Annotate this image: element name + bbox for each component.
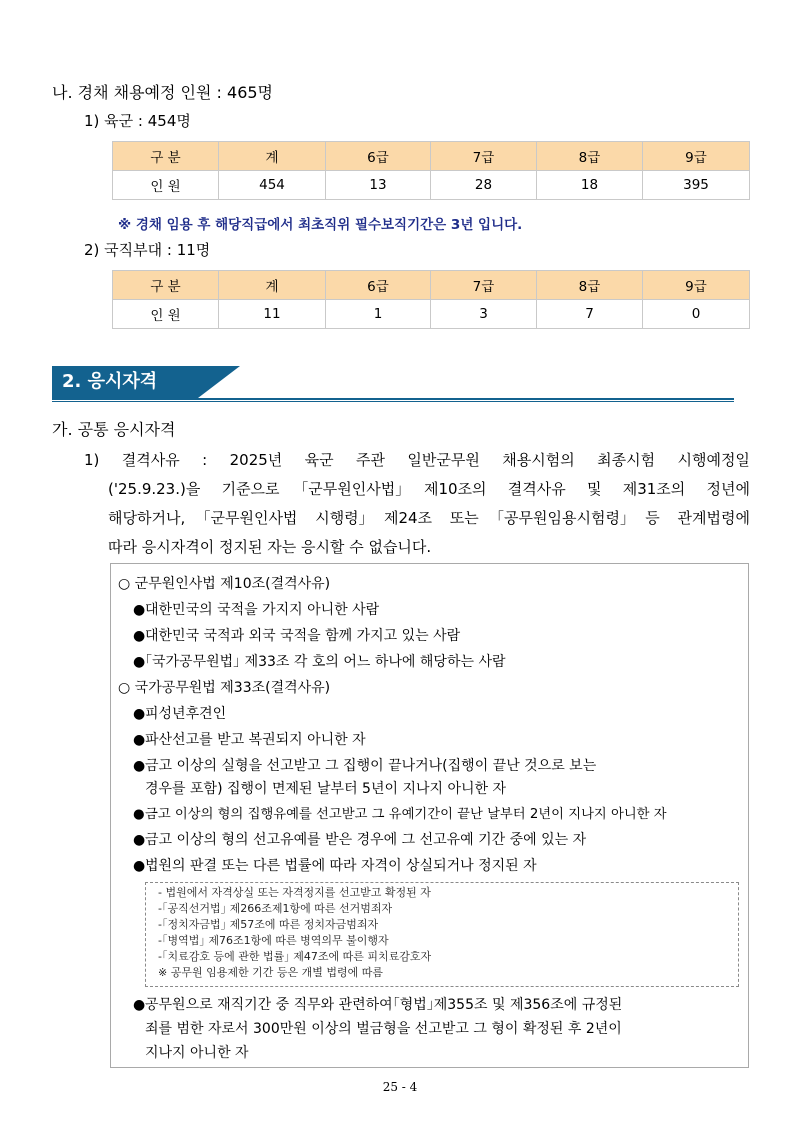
bullet-icon: ● — [133, 832, 146, 848]
paragraph-line — [84, 446, 750, 475]
table-cell: 7 — [537, 300, 643, 329]
list-item-text: 금고 이상의 형의 집행유예를 선고받고 그 유예기간이 끝난 날부터 2년이 지나지 아니한 자 — [145, 807, 667, 822]
list-item-text: 파산선고를 받고 복권되지 아니한 자 — [145, 732, 366, 748]
list-item — [133, 729, 366, 749]
sub-list-item: -｢정치자금법｣ 제57조에 따른 정치자금범죄자 — [158, 918, 379, 931]
table-header-cell: 구 분 — [113, 271, 219, 300]
section-title: 2. 응시자격 — [52, 366, 198, 398]
table-cell: 18 — [537, 171, 643, 200]
table-cell: 28 — [431, 171, 537, 200]
heading-ga: 가. 공통 응시자격 — [52, 420, 176, 439]
table-header-cell: 구 분 — [113, 142, 219, 171]
army-title: 1) 육군 : 454명 — [84, 112, 191, 130]
section-rule — [52, 398, 734, 400]
table-header-cell: 8급 — [537, 271, 643, 300]
table-cell: 3 — [431, 300, 537, 329]
table-cell: 11 — [219, 300, 326, 329]
army-table — [112, 141, 750, 200]
paragraph-line — [108, 504, 750, 533]
word: 결격사유 — [121, 451, 180, 469]
civil-title: 2) 국직부대 : 11명 — [84, 241, 211, 259]
table-header-cell: 7급 — [431, 142, 537, 171]
table-header-cell: 8급 — [537, 142, 643, 171]
word: 제31조의 — [622, 480, 686, 498]
word: 해당하거나, — [108, 509, 186, 527]
word: 1) — [84, 451, 100, 469]
list-item — [133, 703, 226, 723]
table-header-cell: 6급 — [326, 271, 431, 300]
word: 주관 — [356, 451, 386, 469]
bullet-icon: ● — [133, 654, 146, 670]
bullet-icon: ● — [133, 732, 146, 748]
bullet-icon: ● — [133, 706, 146, 722]
civil-table — [112, 270, 750, 329]
table-cell: 1 — [326, 300, 431, 329]
heading-na: 나. 경채 채용예정 인원 : 465명 — [52, 83, 274, 102]
word: 제24조 — [383, 509, 433, 527]
word: 기준으로 — [221, 480, 280, 498]
list-item-text: 공무원으로 재직기간 중 직무와 관련하여｢형법｣제355조 및 제356조에 규정된 — [145, 997, 623, 1013]
sub-list-item: -｢치료감호 등에 관한 법률｣ 제47조에 따른 피치료감호자 — [158, 950, 432, 963]
bullet-icon: ● — [133, 628, 146, 644]
word: ｢군무원인사법 — [202, 509, 298, 527]
bullet-icon: ● — [133, 758, 146, 774]
sub-list-note: ※ 공무원 임용제한 기간 등은 개별 법령에 따름 — [158, 966, 383, 979]
table-row — [113, 300, 750, 329]
table-header-cell: 계 — [219, 271, 326, 300]
list-item-continuation: 경우를 포함) 집행이 면제된 날부터 5년이 지나지 아니한 자 — [145, 781, 507, 797]
table-cell: 인 원 — [113, 300, 219, 329]
table-header-cell: 6급 — [326, 142, 431, 171]
list-item-text: 대한민국의 국적을 가지지 아니한 사람 — [145, 602, 380, 618]
notice-text: ※ 경채 임용 후 해당직급에서 최초직위 필수보직기간은 3년 입니다. — [118, 217, 523, 233]
section-title-tab — [198, 366, 240, 398]
paragraph-line — [108, 475, 750, 504]
list-item-continuation: 죄를 범한 자로서 300만원 이상의 벌금형을 선고받고 그 형이 확정된 후 2년이 — [145, 1021, 622, 1037]
word: 시행예정일 — [677, 451, 750, 469]
table-cell: 13 — [326, 171, 431, 200]
word: 등 — [645, 509, 660, 527]
table-header-cell: 9급 — [643, 142, 750, 171]
word: 관계법령에 — [677, 509, 750, 527]
word: 제10조의 — [423, 480, 487, 498]
table-header-row — [113, 142, 750, 171]
word: ｢공무원임용시험령｣ — [496, 509, 628, 527]
table-header-row — [113, 271, 750, 300]
word: 결격사유 — [507, 480, 566, 498]
list-item-text: 금고 이상의 형의 선고유예를 받은 경우에 그 선고유예 기간 중에 있는 자 — [145, 832, 587, 848]
bullet-icon: ● — [133, 602, 146, 618]
list-item — [133, 625, 460, 645]
bullet-icon: ● — [133, 997, 146, 1013]
page-number: 25 - 4 — [382, 1080, 418, 1094]
list-item — [133, 803, 667, 822]
sub-list-item: - 법원에서 자격상실 또는 자격정지를 선고받고 확정된 자 — [158, 886, 431, 899]
word: 일반군무원 — [407, 451, 480, 469]
table-row — [113, 171, 750, 200]
sub-list-item: -｢공직선거법｣ 제266조제1항에 따른 선거범죄자 — [158, 902, 393, 915]
word: ｢군무원인사법｣ — [300, 480, 403, 498]
table-header-cell: 계 — [219, 142, 326, 171]
word: ('25.9.23.)을 — [108, 480, 201, 498]
list-item — [133, 994, 622, 1014]
word: 2025년 — [229, 451, 283, 469]
table-cell: 인 원 — [113, 171, 219, 200]
box-heading: ○ 군무원인사법 제10조(결격사유) — [118, 576, 331, 592]
paragraph-line — [108, 533, 750, 562]
word: 시행령｣ — [315, 509, 367, 527]
list-item — [133, 829, 586, 849]
section-rule-thin — [52, 401, 734, 402]
word: : — [202, 451, 208, 469]
box-heading: ○ 국가공무원법 제33조(결격사유) — [118, 680, 331, 696]
word: 정년에 — [706, 480, 750, 498]
word: 및 — [586, 480, 602, 498]
list-item — [133, 855, 537, 875]
list-item-text: 금고 이상의 실형을 선고받고 그 집행이 끝나거나(집행이 끝난 것으로 보는 — [145, 758, 597, 774]
list-item-text: 대한민국 국적과 외국 국적을 함께 가지고 있는 사람 — [145, 628, 461, 644]
section-header — [52, 366, 734, 402]
table-cell: 454 — [219, 171, 326, 200]
list-item — [133, 651, 506, 671]
list-item — [133, 599, 379, 619]
list-item-text: ｢국가공무원법｣ 제33조 각 호의 어느 하나에 해당하는 사람 — [145, 654, 506, 670]
bullet-icon: ● — [133, 858, 146, 874]
sub-list-item: -｢병역법｣ 제76조1항에 따른 병역의무 불이행자 — [158, 934, 389, 947]
list-item-text: 피성년후견인 — [145, 706, 227, 722]
table-cell: 395 — [643, 171, 750, 200]
list-item-continuation: 지나지 아니한 자 — [145, 1045, 249, 1061]
table-cell: 0 — [643, 300, 750, 329]
list-item-text: 법원의 판결 또는 다른 법률에 따라 자격이 상실되거나 정지된 자 — [145, 858, 537, 874]
list-item — [133, 755, 596, 775]
bullet-icon: ● — [133, 807, 145, 822]
paragraph — [84, 446, 750, 562]
word: 최종시험 — [597, 451, 656, 469]
word: 따라 응시자격이 정지된 자는 응시할 수 없습니다. — [108, 538, 432, 556]
word: 또는 — [449, 509, 479, 527]
word: 채용시험의 — [502, 451, 575, 469]
word: 육군 — [304, 451, 334, 469]
table-header-cell: 9급 — [643, 271, 750, 300]
table-header-cell: 7급 — [431, 271, 537, 300]
